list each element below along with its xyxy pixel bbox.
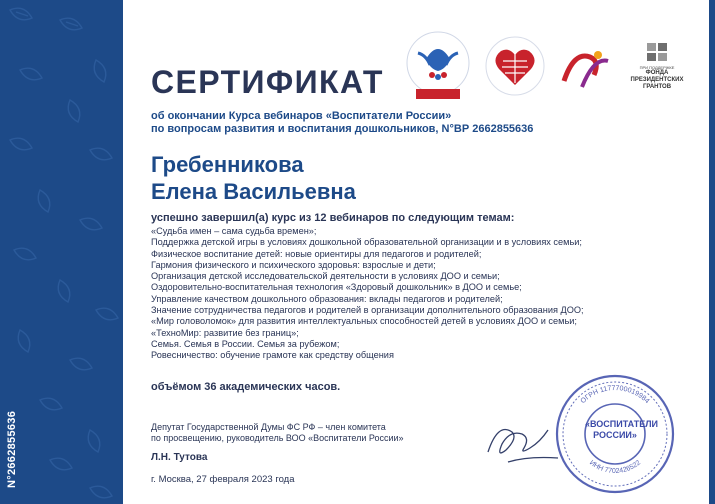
recipient-given-names: Елена Васильевна bbox=[151, 179, 356, 204]
topic-item: Поддержка детской игры в условиях дошкольной образовательной организации и в условиях семьи; bbox=[151, 237, 582, 248]
certificate-title: СЕРТИФИКАТ bbox=[151, 64, 384, 100]
topic-item: «ТехноМир: развитие без границ»; bbox=[151, 327, 299, 338]
stamp-center-text: «ВОСПИТАТЕЛИ РОССИИ» bbox=[585, 419, 658, 440]
topic-item: «Судьба имен – сама судьба времен»; bbox=[151, 226, 317, 236]
topic-item: Значение сотрудничества педагогов и родителей в организации дополнительного образования ДОО; bbox=[151, 305, 584, 316]
svg-text:ОГРН 1177700019984 bbox=[580, 385, 651, 405]
partner-logos bbox=[404, 26, 700, 106]
recipient-surname: Гребенникова bbox=[151, 152, 304, 177]
fond-icon bbox=[645, 41, 669, 63]
course-hours: объёмом 36 академических часов. bbox=[151, 381, 341, 393]
leaf-pattern bbox=[0, 0, 123, 504]
stamp-inn: ИНН 7702426522 bbox=[587, 459, 643, 476]
luch-icon bbox=[558, 43, 614, 95]
vospitateli-rossii-logo bbox=[404, 29, 472, 103]
topic-item: Оздоровительно-воспитательная технология «Здоровый дошкольник» в ДОО и семье; bbox=[151, 282, 522, 293]
presidential-grants-logo bbox=[626, 36, 688, 96]
fond-support-label: ПРИ ПОДДЕРЖКЕ bbox=[639, 65, 675, 70]
subtitle-line-2: по вопросам развития и воспитания дошкольников, N°ВР 2662855636 bbox=[151, 123, 534, 135]
official-stamp bbox=[554, 373, 676, 495]
signer-name: Л.Н. Тутова bbox=[151, 452, 208, 463]
topic-item: Организация детской исследовательской деятельности в условиях ДОО и семьи; bbox=[151, 271, 500, 282]
signer-role bbox=[151, 422, 404, 444]
topic-item: «Мир головоломок» для развития интеллектуальных способностей детей в условиях ДОО и семьи; bbox=[151, 316, 577, 327]
recipient-name bbox=[151, 151, 356, 205]
right-stripe bbox=[709, 0, 715, 504]
stamp-ogrn: ОГРН 1177700019984 bbox=[579, 384, 651, 406]
topic-item: Управление качеством дошкольного образования: вклады педагогов и родителей; bbox=[151, 293, 503, 304]
luch-logo bbox=[558, 43, 614, 95]
heart-globe-icon bbox=[484, 33, 546, 99]
topics-list bbox=[151, 226, 584, 362]
topic-item: Физическое воспитание детей: новые ориентиры для педагогов и родителей; bbox=[151, 248, 482, 259]
svg-text:ИНН 7702426522 bbox=[588, 459, 642, 475]
signer-role-line-2: по просвещению, руководитель ВОО «Воспитатели России» bbox=[151, 433, 404, 443]
course-intro: успешно завершил(а) курс из 12 вебинаров по следующим темам: bbox=[151, 212, 515, 224]
subtitle-line-1: об окончании Курса вебинаров «Воспитатели России» bbox=[151, 110, 452, 122]
topic-item: Гармония физического и психического здоровья: взрослые и дети; bbox=[151, 259, 436, 270]
eagle-logo-icon bbox=[404, 29, 472, 103]
issue-date: г. Москва, 27 февраля 2023 года bbox=[151, 474, 295, 485]
topic-item: Семья. Семья в России. Семья за рубежом; bbox=[151, 338, 340, 349]
certificate-subtitle bbox=[151, 110, 533, 136]
vertical-certificate-number: N°2662855636 bbox=[6, 410, 18, 488]
fond-name-label: ФОНДА ПРЕЗИДЕНТСКИХ ГРАНТОВ bbox=[630, 70, 684, 90]
topic-item: Ровесничество: обучение грамоте как средству общения bbox=[151, 350, 394, 361]
sidebar-band bbox=[0, 0, 123, 504]
heart-globe-logo bbox=[484, 33, 546, 99]
signer-role-line-1: Депутат Государственной Думы ФС РФ – член комитета bbox=[151, 422, 386, 432]
